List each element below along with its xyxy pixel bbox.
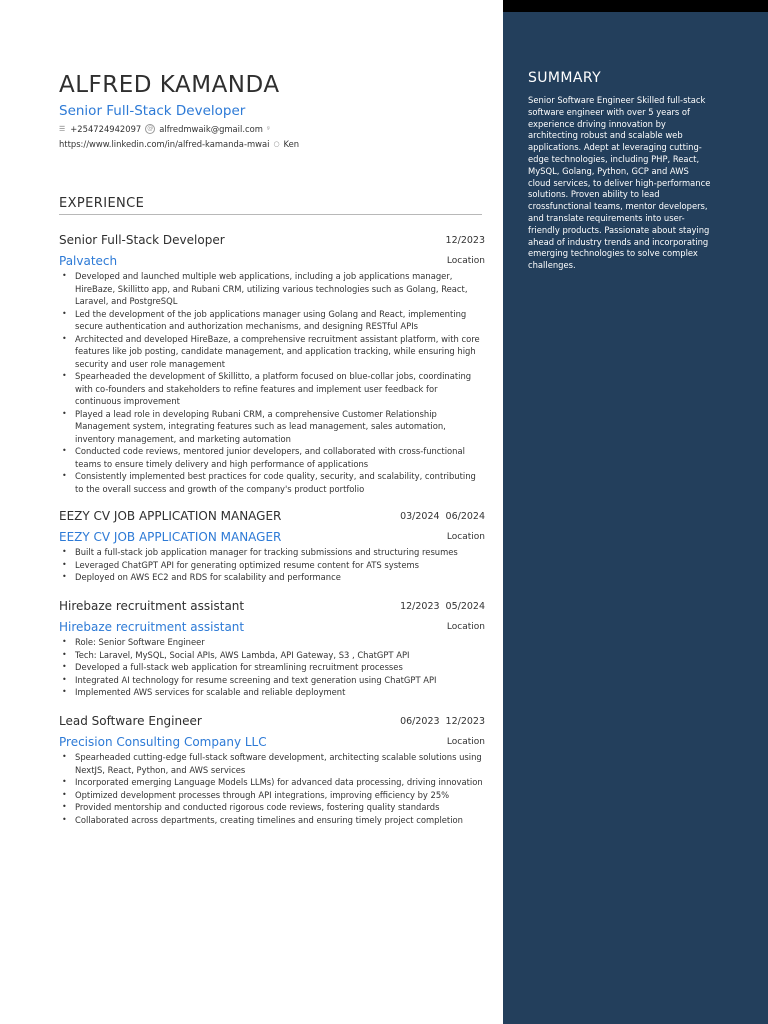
email-icon: @ <box>147 125 154 132</box>
job-bullet: • Tech: Laravel, MySQL, Social APIs, AWS Lambda, API Gateway, S3 , ChatGPT API <box>75 649 485 662</box>
job-location: Location <box>446 532 485 542</box>
summary-text: Senior Software Engineer Skilled full-stack software engineer with over 5 years of experience driving innovation by architecting robust and scalable web applications. Adept at leveraging cutting-edge technologies, including PHP, React, MySQL, Golang, Python, GCP and AWS cloud services, to deliver high-performance solutions. Proven ability to lead crossfunctional teams, mentor developers, and translate requirements into user-friendly products. Passionate about staying ahead of industry trends and incorporating emerging technologies to solve complex challenges. <box>528 95 711 271</box>
job-dates <box>400 511 485 522</box>
job-bullets <box>75 636 485 699</box>
job-end-date: 12/2023 <box>445 716 485 727</box>
job-bullets <box>75 751 485 826</box>
experience-heading: EXPERIENCE <box>59 196 145 211</box>
job-title: EEZY CV JOB APPLICATION MANAGER <box>59 509 282 523</box>
job-bullet: • Role: Senior Software Engineer <box>75 636 485 649</box>
job-start-date: 12/2023 <box>400 601 440 612</box>
linkedin-icon: ᵍ <box>266 125 270 133</box>
job-title: Senior Full-Stack Developer <box>59 233 225 247</box>
job-company: Precision Consulting Company LLC <box>59 735 267 749</box>
candidate-name: ALFRED KAMANDA <box>59 72 280 98</box>
job-bullet: • Developed a full-stack web application for streamlining recruitment processes <box>75 661 485 674</box>
job-location: Location <box>446 256 485 266</box>
summary-heading: SUMMARY <box>528 70 602 86</box>
experience-divider <box>59 214 482 215</box>
job-title: Hirebaze recruitment assistant <box>59 599 245 613</box>
email-address[interactable]: alfredmwaik@gmail.com <box>159 124 263 134</box>
job-title: Lead Software Engineer <box>59 714 202 728</box>
candidate-role: Senior Full-Stack Developer <box>59 103 246 119</box>
job-bullet: • Conducted code reviews, mentored junior developers, and collaborated with cross-functional teams to ensure timely delivery and high performance of applications <box>75 445 485 470</box>
job-bullet: • Spearheaded cutting-edge full-stack software development, architecting scalable solutions using NextJS, React, Python, and AWS services <box>75 751 485 776</box>
job-company: Palvatech <box>59 254 118 268</box>
sidebar-top-bar <box>503 0 768 12</box>
job-bullet: • Incorporated emerging Language Models LLMs) for advanced data processing, driving innovation <box>75 776 485 789</box>
job-company: Hirebaze recruitment assistant <box>59 620 245 634</box>
job-end-date: 06/2024 <box>445 511 485 522</box>
linkedin-url[interactable]: https://www.linkedin.com/in/alfred-kamanda-mwai <box>59 139 270 149</box>
job-bullet: • Led the development of the job applications manager using Golang and React, implementing secure authentication and authorization mechanisms, and designing RESTful APIs <box>75 308 485 333</box>
job-bullet: • Developed and launched multiple web applications, including a job applications manager, HireBaze, Skillitto app, and Rubani CRM, utilizing various technologies such as Golang, React, Laravel, and PostgreSQL <box>75 270 485 308</box>
job-bullet: • Architected and developed HireBaze, a comprehensive recruitment assistant platform, with core features like job posting, candidate management, and application tracking, while ensuring high security and user role management <box>75 333 485 371</box>
job-bullet: • Leveraged ChatGPT API for generating optimized resume content for ATS systems <box>75 559 485 572</box>
job-bullets <box>75 270 485 495</box>
location-text: Ken <box>283 139 300 149</box>
location-pin-icon: ○ <box>273 140 280 148</box>
job-bullet: • Built a full-stack job application manager for tracking submissions and structuring resumes <box>75 546 485 559</box>
job-start-date: 03/2024 <box>400 511 440 522</box>
phone-number[interactable]: +254724942097 <box>70 124 142 134</box>
job-location: Location <box>446 622 485 632</box>
job-location: Location <box>446 737 485 747</box>
phone-icon: ☰ <box>59 125 66 133</box>
summary-sidebar <box>503 0 768 1024</box>
job-start-date: 06/2023 <box>400 716 440 727</box>
job-company: EEZY CV JOB APPLICATION MANAGER <box>59 530 282 544</box>
job-bullet: • Played a lead role in developing Rubani CRM, a comprehensive Customer Relationship Management system, integrating features such as lead management, sales automation, inventory management, and marketing automation <box>75 408 485 446</box>
contact-row-2 <box>59 139 299 149</box>
job-dates <box>446 235 485 246</box>
job-dates <box>400 601 485 612</box>
job-bullet: • Provided mentorship and conducted rigorous code reviews, fostering quality standards <box>75 801 485 814</box>
job-bullet: • Optimized development processes through API integrations, improving efficiency by 25% <box>75 789 485 802</box>
job-bullet: • Consistently implemented best practices for code quality, security, and scalability, contributing to the overall success and growth of the company's product portfolio <box>75 470 485 495</box>
job-end-date: 05/2024 <box>445 601 485 612</box>
job-bullet: • Implemented AWS services for scalable and reliable deployment <box>75 686 485 699</box>
job-bullet: • Spearheaded the development of Skillitto, a platform focused on blue-collar jobs, coordinating with co-founders and stakeholders to refine features and implement user feedback for continuous improvement <box>75 370 485 408</box>
contact-row-1 <box>59 124 274 134</box>
job-bullet: • Integrated AI technology for resume screening and text generation using ChatGPT API <box>75 674 485 687</box>
job-start-date: 12/2023 <box>445 235 485 246</box>
job-dates <box>400 716 485 727</box>
job-bullet: • Collaborated across departments, creating timelines and ensuring timely project completion <box>75 814 485 827</box>
job-bullets <box>75 546 485 584</box>
job-bullet: • Deployed on AWS EC2 and RDS for scalability and performance <box>75 571 485 584</box>
